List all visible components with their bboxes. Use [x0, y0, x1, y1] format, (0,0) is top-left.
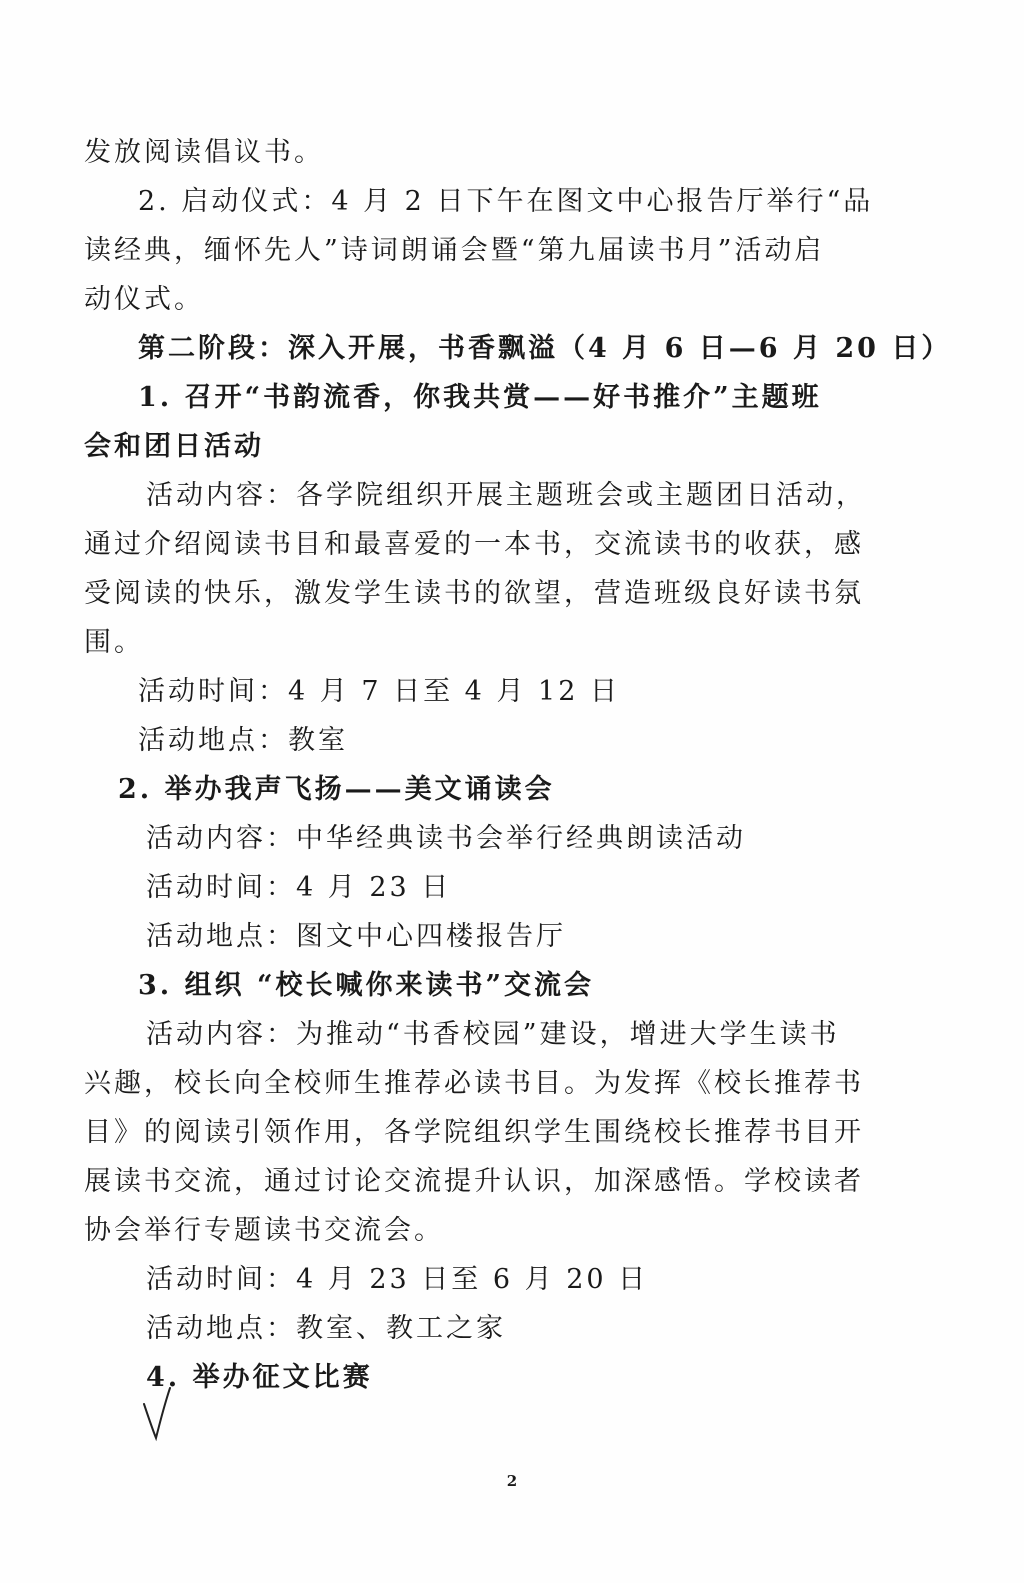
paragraph-line: 受阅读的快乐，激发学生读书的欲望，营造班级良好读书氛	[84, 578, 864, 609]
section-heading: 第二阶段：深入开展，书香飘溢（4 月 6 日—6 月 20 日）	[138, 333, 952, 364]
paragraph-line: 读经典，缅怀先人”诗词朗诵会暨“第九届读书月”活动启	[84, 235, 825, 266]
paragraph-line: 活动时间：4 月 23 日	[146, 872, 452, 903]
handwritten-check-icon	[140, 1382, 180, 1442]
paragraph-line: 展读书交流，通过讨论交流提升认识，加深感悟。学校读者	[84, 1166, 864, 1197]
paragraph-line: 活动内容：为推动“书香校园”建设，增进大学生读书	[146, 1019, 840, 1050]
item-heading: 2. 举办我声飞扬——美文诵读会	[118, 774, 555, 805]
paragraph-line: 协会举行专题读书交流会。	[84, 1215, 444, 1246]
paragraph-line: 兴趣，校长向全校师生推荐必读书目。为发挥《校长推荐书	[84, 1068, 864, 1099]
paragraph-line: 目》的阅读引领作用，各学院组织学生围绕校长推荐书目开	[84, 1117, 864, 1148]
paragraph-line: 活动内容：各学院组织开展主题班会或主题团日活动，	[146, 480, 866, 511]
document-body	[84, 128, 952, 1402]
paragraph-line: 活动地点：教室	[138, 725, 348, 756]
paragraph-line: 动仪式。	[84, 284, 204, 315]
paragraph-line: 2. 启动仪式：4 月 2 日下午在图文中心报告厅举行“品	[138, 186, 874, 217]
paragraph-line: 活动地点：教室、教工之家	[146, 1313, 506, 1344]
paragraph-line: 活动时间：4 月 23 日至 6 月 20 日	[146, 1264, 649, 1295]
item-heading: 会和团日活动	[84, 431, 264, 462]
item-heading: 3. 组织 “校长喊你来读书”交流会	[138, 970, 595, 1001]
paragraph-line: 发放阅读倡议书。	[84, 137, 324, 168]
item-heading: 1. 召开“书韵流香，你我共赏——好书推介”主题班	[138, 382, 822, 413]
page-number: 2	[506, 1472, 518, 1490]
paragraph-line: 活动内容：中华经典读书会举行经典朗读活动	[146, 823, 746, 854]
paragraph-line: 活动地点：图文中心四楼报告厅	[146, 921, 566, 952]
paragraph-line: 围。	[84, 627, 144, 658]
item-heading: 4. 举办征文比赛	[146, 1362, 373, 1393]
paragraph-line: 活动时间：4 月 7 日至 4 月 12 日	[138, 676, 620, 707]
paragraph-line: 通过介绍阅读书目和最喜爱的一本书，交流读书的收获，感	[84, 529, 864, 560]
